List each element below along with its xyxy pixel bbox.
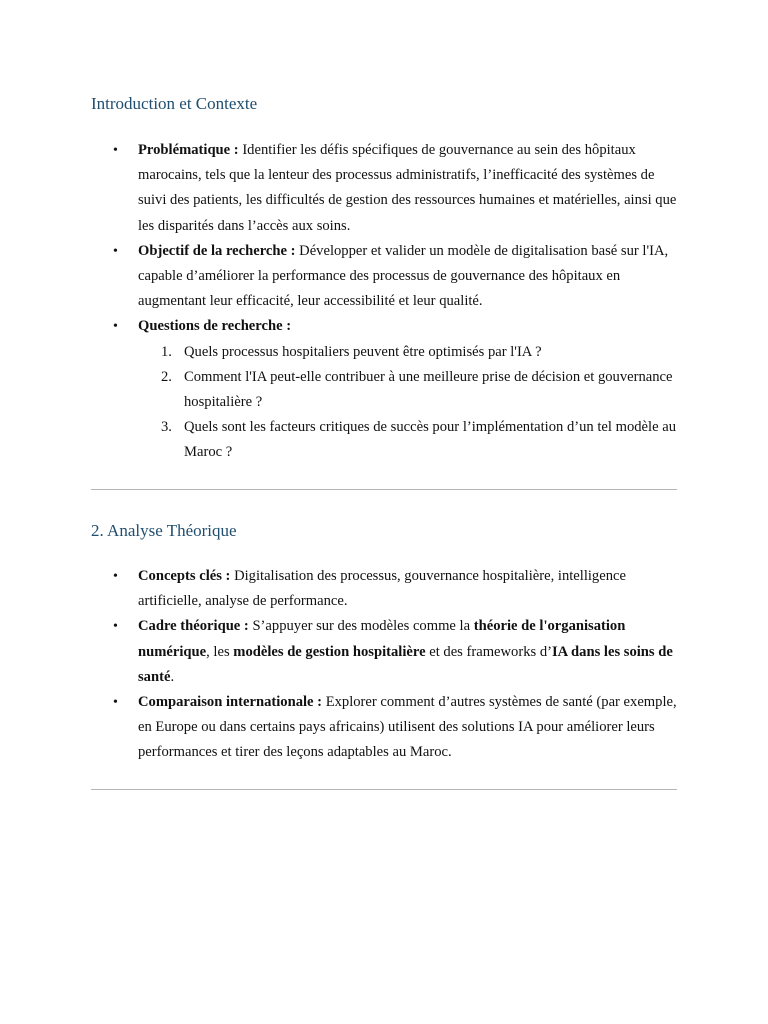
list-item-problematique	[91, 138, 677, 239]
question-text: Quels processus hospitaliers peuvent être optimisés par l'IA ?	[184, 343, 542, 360]
item-text: Identifier les défis spécifiques de gouvernance au sein des hôpitaux marocains, tels que la lenteur des processus administratifs, l’inefficacité des systèmes de suivi des patients, les difficultés de gestion des ressources humaines et matérielles, ainsi que les disparités dans l’accès aux soins.	[138, 142, 677, 234]
item-text: Digitalisation des processus, gouvernance hospitalière, intelligence artificielle, analyse de performance.	[138, 568, 626, 610]
item-emphasis: modèles de gestion hospitalière	[233, 643, 426, 660]
bullet-icon: •	[113, 695, 118, 711]
questions-list	[138, 340, 677, 466]
item-emphasis: théorie de l'organisation numérique	[138, 618, 626, 660]
bullet-icon: •	[113, 319, 118, 335]
question-item	[138, 415, 677, 465]
section-heading-introduction: Introduction et Contexte	[91, 94, 258, 113]
bullet-icon: •	[113, 243, 118, 259]
item-text: .	[170, 668, 175, 685]
section-heading-analyse: 2. Analyse Théorique	[91, 521, 237, 540]
question-text: Comment l'IA peut-elle contribuer à une meilleure prise de décision et gouvernance hospitalière ?	[184, 368, 673, 411]
question-number: 1.	[161, 343, 172, 360]
item-label: Comparaison internationale :	[138, 694, 323, 711]
question-number: 2.	[161, 368, 172, 385]
question-item	[138, 365, 677, 415]
item-label: Concepts clés :	[138, 568, 231, 584]
item-text: Explorer comment d’autres systèmes de santé (par exemple, en Europe ou dans certains pays africains) utilisent des solutions IA pour améliorer leurs performances et tirer des leçons adaptables au Maroc.	[138, 694, 677, 761]
item-text: et des frameworks d’	[425, 643, 552, 660]
item-label: Questions de recherche :	[138, 318, 292, 335]
list-item-objectif	[91, 239, 677, 315]
question-item	[138, 340, 677, 365]
item-emphasis: IA dans les soins de santé	[138, 643, 673, 685]
question-number: 3.	[161, 419, 172, 436]
item-text: S’appuyer sur des modèles comme la	[248, 618, 474, 635]
horizontal-divider	[91, 789, 677, 790]
bullet-icon: •	[113, 143, 118, 158]
analyse-list	[91, 564, 677, 766]
item-text: Développer et valider un modèle de digitalisation basé sur l'IA, capable d’améliorer la performance des processus de gouvernance des hôpitaux en augmentant leur efficacité, leur accessibilité et leur qualité.	[138, 242, 669, 310]
question-text: Quels sont les facteurs critiques de succès pour l’implémentation d’un tel modèle au Maroc ?	[184, 419, 676, 461]
introduction-list	[91, 138, 677, 466]
item-text: , les	[206, 643, 234, 660]
item-label: Cadre théorique :	[138, 618, 249, 635]
horizontal-divider	[91, 489, 677, 490]
list-item-questions	[91, 314, 677, 465]
item-label: Objectif de la recherche :	[138, 242, 296, 259]
list-item-concepts	[91, 564, 677, 614]
bullet-icon: •	[113, 569, 118, 584]
item-label: Problématique :	[138, 142, 239, 158]
list-item-cadre	[91, 614, 677, 690]
list-item-comparaison	[91, 690, 677, 766]
bullet-icon: •	[113, 619, 118, 635]
